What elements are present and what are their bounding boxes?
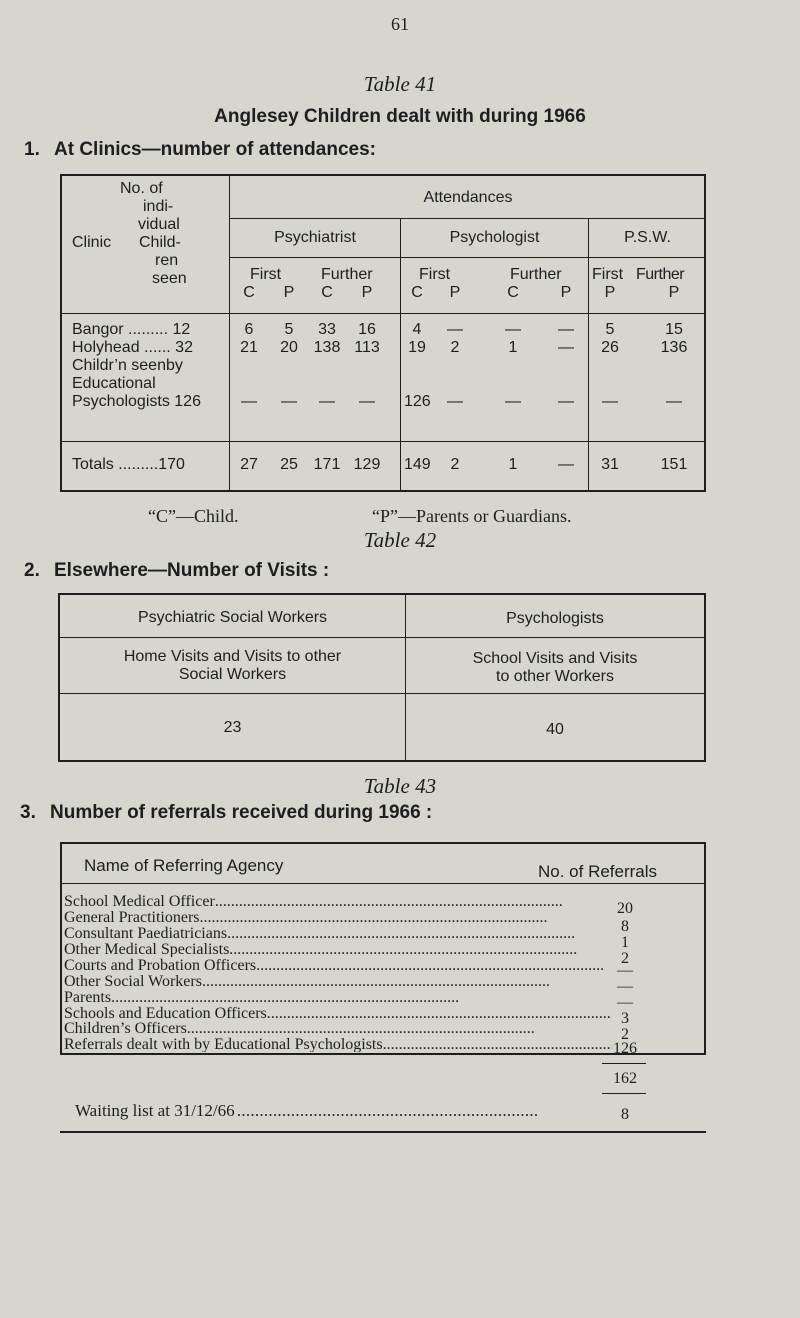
referral-row: General Practitioners . . . bbox=[64, 910, 612, 925]
table41-heading: At Clinics—number of attendances: bbox=[54, 139, 376, 160]
referral-value: 20 bbox=[617, 900, 633, 917]
header-p: P bbox=[283, 284, 295, 301]
psw-visits-value: 23 bbox=[223, 719, 242, 736]
cell: — bbox=[558, 393, 574, 410]
table41-title: Table 41 bbox=[363, 72, 437, 96]
table41-subtitle: Anglesey Children dealt with during 1966 bbox=[214, 106, 586, 127]
header-c: C bbox=[507, 284, 519, 301]
referral-value: — bbox=[617, 994, 633, 1011]
header-ren: ren bbox=[155, 252, 179, 269]
school-visits-line2: to other Workers bbox=[496, 668, 614, 685]
cell: — bbox=[666, 393, 682, 410]
cell: 33 bbox=[318, 321, 336, 338]
header-psychologist-further: Further bbox=[510, 266, 562, 283]
header-p: P bbox=[604, 284, 616, 301]
header-psychiatrist: Psychiatrist bbox=[274, 229, 356, 246]
school-visits-line1: School Visits and Visits bbox=[472, 650, 638, 667]
header-p: P bbox=[361, 284, 373, 301]
header-child: Child- bbox=[139, 234, 181, 251]
cell: 171 bbox=[313, 456, 341, 473]
referral-value: 2 bbox=[621, 950, 629, 967]
table42-heading-number: 2. bbox=[24, 560, 40, 581]
cell: 4 bbox=[412, 321, 422, 338]
cell: 2 bbox=[450, 456, 460, 473]
cell: 126 bbox=[404, 393, 431, 410]
header-psw-first: First bbox=[592, 266, 624, 283]
leader-dots: . . . . . . . . . . . . . . . . . . . . . . . . . . . . . . . . . . . . . . . . . . . . . . . . . . . . . . . . . . . . . . . . . . . bbox=[234, 1101, 537, 1120]
cell: 113 bbox=[354, 339, 380, 356]
cell: 31 bbox=[601, 456, 619, 473]
waiting-list-row bbox=[75, 1101, 605, 1121]
cell: 25 bbox=[280, 456, 298, 473]
table42-title: Table 42 bbox=[363, 528, 437, 552]
cell: 136 bbox=[660, 339, 688, 356]
referral-value: 126 bbox=[613, 1040, 637, 1057]
total-rule bbox=[602, 1063, 646, 1064]
header-seen: seen bbox=[152, 270, 187, 287]
cell: 21 bbox=[240, 339, 258, 356]
header-psw-further: Further bbox=[636, 266, 685, 283]
cell: 6 bbox=[244, 321, 254, 338]
cell: — bbox=[359, 393, 375, 410]
header-agency: Name of Referring Agency bbox=[84, 856, 284, 875]
psychologists-visits-value: 40 bbox=[546, 721, 564, 738]
total-rule-lower bbox=[602, 1093, 646, 1094]
header-c: C bbox=[321, 284, 333, 301]
cell: 20 bbox=[280, 339, 298, 356]
referral-row: Parents . . . bbox=[64, 990, 612, 1005]
header-referrals: No. of Referrals bbox=[538, 862, 658, 881]
referral-row: Courts and Probation Officers . . . bbox=[64, 958, 612, 973]
page-number: 61 bbox=[391, 14, 409, 34]
cell: 5 bbox=[284, 321, 294, 338]
referral-value: 2 bbox=[621, 1026, 629, 1043]
referral-value: 1 bbox=[621, 934, 629, 951]
referral-row: School Medical Officer . . . bbox=[64, 894, 612, 909]
legend-parents: “P”—Parents or Guardians. bbox=[372, 506, 572, 526]
cell: 2 bbox=[450, 339, 460, 356]
table43-heading-number: 3. bbox=[20, 802, 36, 823]
cell: 27 bbox=[240, 456, 258, 473]
cell: 151 bbox=[660, 456, 688, 473]
cell: — bbox=[558, 339, 574, 356]
header-p: P bbox=[560, 284, 572, 301]
referral-row: Referrals dealt with by Educational Psychologists . . . bbox=[64, 1037, 612, 1052]
header-psychologists: Psychologists bbox=[506, 610, 604, 627]
header-psychologist-first: First bbox=[419, 266, 451, 283]
cell: 1 bbox=[508, 339, 518, 356]
referral-row: Schools and Education Officers . . . bbox=[64, 1006, 612, 1021]
cell: 26 bbox=[601, 339, 619, 356]
header-indi: indi- bbox=[143, 198, 174, 215]
row-edpsych-label-1: Childr’n seenby bbox=[72, 357, 183, 374]
table43-title: Table 43 bbox=[363, 774, 437, 798]
header-vidual: vidual bbox=[138, 216, 180, 233]
header-psychiatrist-first: First bbox=[250, 266, 282, 283]
home-visits-line1: Home Visits and Visits to other bbox=[123, 648, 342, 665]
waiting-list-label: Waiting list at 31/12/66 bbox=[75, 1101, 235, 1120]
waiting-list-value: 8 bbox=[621, 1106, 629, 1123]
header-no-of: No. of bbox=[120, 180, 163, 197]
cell: 15 bbox=[665, 321, 683, 338]
bottom-rule bbox=[60, 1131, 706, 1133]
referral-value: 3 bbox=[621, 1010, 629, 1027]
cell: 149 bbox=[404, 456, 431, 473]
home-visits-line2: Social Workers bbox=[178, 666, 287, 683]
legend-child: “C”—Child. bbox=[148, 506, 239, 526]
referral-value: — bbox=[617, 962, 633, 979]
cell: — bbox=[281, 393, 297, 410]
referral-row: Consultant Paediatricians . . . bbox=[64, 926, 612, 941]
header-psychologist: Psychologist bbox=[449, 229, 540, 246]
cell: — bbox=[447, 321, 463, 338]
cell: — bbox=[558, 456, 574, 473]
row-edpsych-label-2: Educational bbox=[72, 375, 156, 392]
header-clinic: Clinic bbox=[72, 234, 112, 251]
header-p: P bbox=[668, 284, 680, 301]
cell: 1 bbox=[508, 456, 518, 473]
header-c: C bbox=[243, 284, 255, 301]
totals-label: Totals .........170 bbox=[72, 456, 185, 473]
header-c: C bbox=[411, 284, 423, 301]
cell: 5 bbox=[605, 321, 615, 338]
referral-row: Children’s Officers . . . bbox=[64, 1021, 612, 1036]
cell: — bbox=[505, 393, 521, 410]
cell: 138 bbox=[313, 339, 341, 356]
table42-heading: Elsewhere—Number of Visits : bbox=[54, 560, 330, 581]
cell: — bbox=[602, 393, 618, 410]
table41-heading-number: 1. bbox=[24, 139, 40, 160]
referral-row: Other Social Workers . . . bbox=[64, 974, 612, 989]
cell: — bbox=[241, 393, 257, 410]
cell: — bbox=[447, 393, 463, 410]
cell: 19 bbox=[408, 339, 426, 356]
header-psw: P.S.W. bbox=[624, 229, 671, 246]
row-holyhead-label: Holyhead ...... 32 bbox=[72, 339, 193, 356]
cell: — bbox=[558, 321, 574, 338]
header-psychiatrist-further: Further bbox=[321, 266, 373, 283]
row-bangor-label: Bangor ......... 12 bbox=[72, 321, 191, 338]
referral-row: Other Medical Specialists . . . bbox=[64, 942, 612, 957]
header-attendances: Attendances bbox=[423, 189, 513, 206]
cell: — bbox=[319, 393, 335, 410]
referral-value: — bbox=[617, 978, 633, 995]
referral-value: 8 bbox=[621, 918, 629, 935]
cell: 16 bbox=[358, 321, 376, 338]
table43-heading: Number of referrals received during 1966 : bbox=[50, 802, 433, 823]
cell: — bbox=[505, 321, 521, 338]
header-p: P bbox=[449, 284, 461, 301]
header-psychiatric-social-workers: Psychiatric Social Workers bbox=[137, 609, 328, 626]
referrals-total: 162 bbox=[613, 1070, 637, 1087]
row-edpsych-label-3: Psychologists 126 bbox=[72, 393, 201, 410]
cell: 129 bbox=[353, 456, 381, 473]
